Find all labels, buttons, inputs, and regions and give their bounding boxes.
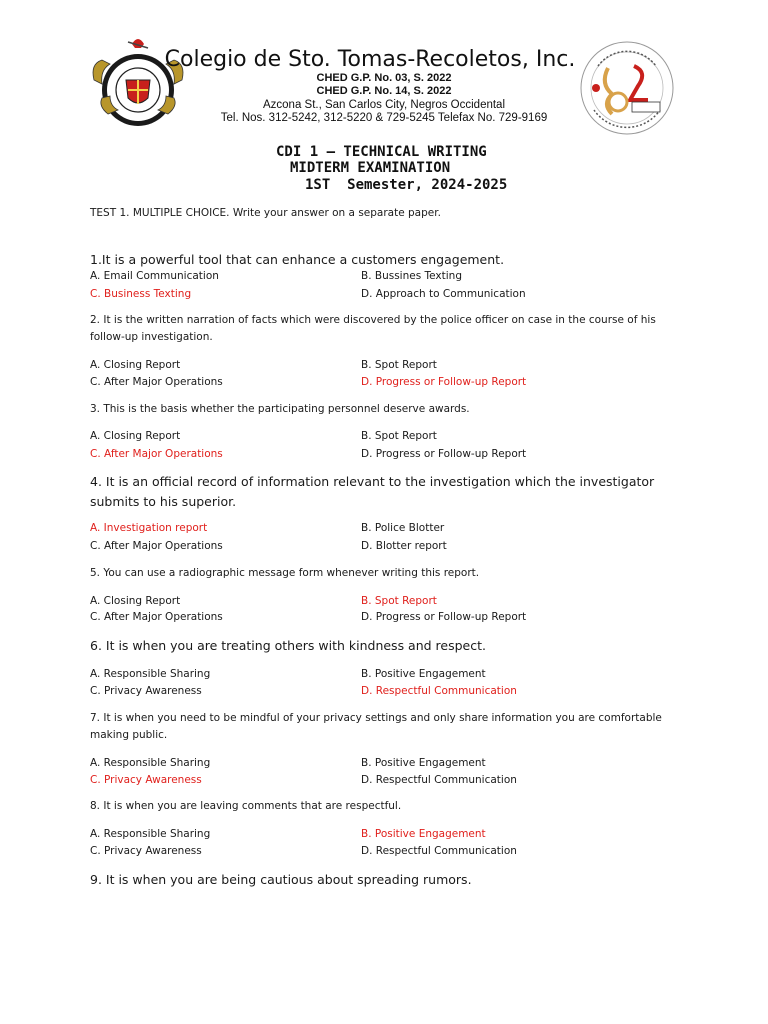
question-6-text: 6. It is when you are treating others with kindness and respect. — [90, 638, 486, 653]
q7-option-c: C. Privacy Awareness — [90, 774, 202, 786]
q4-option-c: C. After Major Operations — [90, 540, 223, 552]
q7-option-d: D. Respectful Communication — [361, 774, 517, 786]
question-4-text: 4. It is an official record of information relevant to the investigation which the investigator submits to his superior. — [90, 474, 655, 509]
question-2-text: 2. It is the written narration of facts which were discovered by the police officer on case in the course of his follow-up investigation. — [90, 314, 656, 343]
q4-option-b: B. Police Blotter — [361, 522, 445, 534]
q8-option-a: A. Responsible Sharing — [90, 828, 211, 840]
school-name: Colegio de Sto. Tomas-Recoletos, Inc. — [164, 47, 576, 72]
q3-option-a: A. Closing Report — [90, 430, 181, 442]
q1-option-c: C. Business Texting — [90, 288, 192, 300]
exam-semester: 1ST Semester, 2024-2025 — [305, 177, 508, 193]
q1-option-a: A. Email Communication — [90, 270, 219, 282]
exam-course-title: CDI 1 – TECHNICAL WRITING — [276, 144, 487, 160]
question-7-text: 7. It is when you need to be mindful of your privacy settings and only share information you are comfortable making public. — [90, 712, 662, 741]
question-9-text: 9. It is when you are being cautious about spreading rumors. — [90, 872, 472, 887]
q2-option-c: C. After Major Operations — [90, 376, 223, 388]
q3-option-d: D. Progress or Follow-up Report — [361, 448, 527, 460]
q6-option-d: D. Respectful Communication — [361, 685, 517, 697]
question-8-text: 8. It is when you are leaving comments that are respectful. — [90, 800, 402, 812]
school-address: Azcona St., San Carlos City, Negros Occidental — [262, 99, 506, 111]
q6-option-a: A. Responsible Sharing — [90, 668, 211, 680]
q8-option-d: D. Respectful Communication — [361, 845, 517, 857]
q8-option-b: B. Positive Engagement — [361, 828, 486, 840]
q6-option-b: B. Positive Engagement — [361, 668, 486, 680]
q1-option-d: D. Approach to Communication — [361, 288, 526, 300]
q4-option-d: D. Blotter report — [361, 540, 447, 552]
q5-option-c: C. After Major Operations — [90, 611, 223, 623]
q7-option-b: B. Positive Engagement — [361, 757, 486, 769]
q3-option-c: C. After Major Operations — [90, 448, 223, 460]
question-5-text: 5. You can use a radiographic message form whenever writing this report. — [90, 567, 480, 579]
test-instructions: TEST 1. MULTIPLE CHOICE. Write your answer on a separate paper. — [90, 207, 441, 219]
anniversary-seal-logo — [572, 38, 682, 138]
ched-permit-2: CHED G.P. No. 14, S. 2022 — [316, 85, 452, 97]
q6-option-c: C. Privacy Awareness — [90, 685, 202, 697]
q5-option-d: D. Progress or Follow-up Report — [361, 611, 527, 623]
q7-option-a: A. Responsible Sharing — [90, 757, 211, 769]
q2-option-a: A. Closing Report — [90, 359, 181, 371]
q2-option-b: B. Spot Report — [361, 359, 437, 371]
school-telephone: Tel. Nos. 312-5242, 312-5220 & 729-5245 Telefax No. 729-9169 — [220, 112, 548, 124]
q2-option-d: D. Progress or Follow-up Report — [361, 376, 527, 388]
q1-option-b: B. Bussines Texting — [361, 270, 462, 282]
q5-option-b: B. Spot Report — [361, 595, 437, 607]
question-1-text: 1.It is a powerful tool that can enhance a customers engagement. — [90, 252, 505, 267]
q3-option-b: B. Spot Report — [361, 430, 437, 442]
exam-type: MIDTERM EXAMINATION — [290, 160, 451, 176]
q4-option-a: A. Investigation report — [90, 522, 208, 534]
ched-permit-1: CHED G.P. No. 03, S. 2022 — [316, 72, 452, 84]
q5-option-a: A. Closing Report — [90, 595, 181, 607]
q8-option-c: C. Privacy Awareness — [90, 845, 202, 857]
question-3-text: 3. This is the basis whether the participating personnel deserve awards. — [90, 403, 470, 415]
